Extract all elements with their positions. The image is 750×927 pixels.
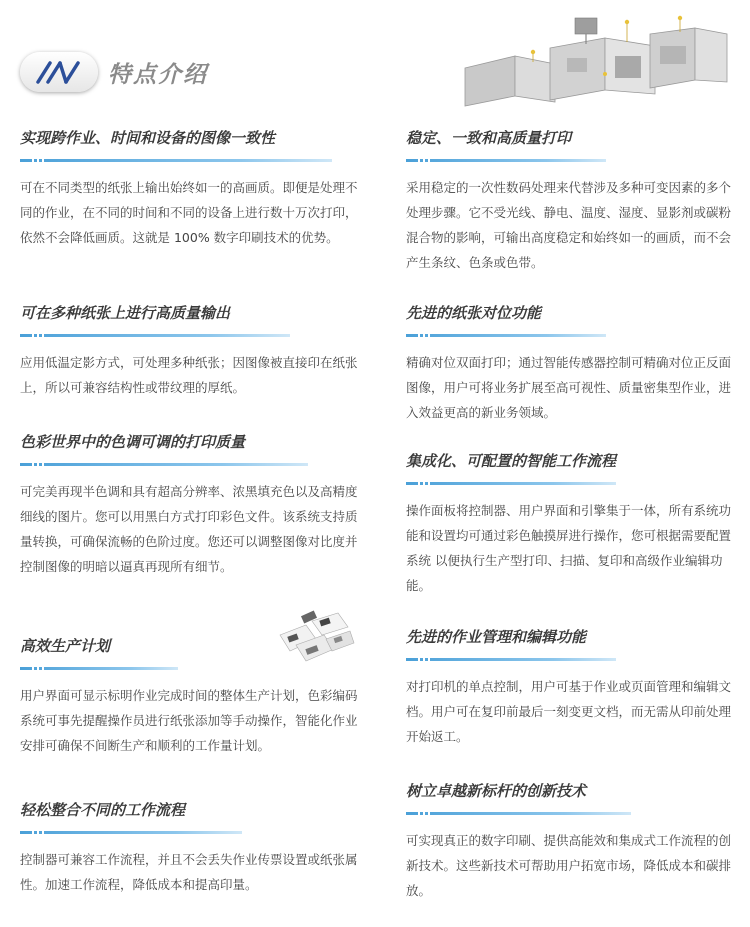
section-title: 先进的作业管理和编辑功能: [406, 628, 587, 646]
section-body: 可完美再现半色调和具有超高分辨率、浓黑填充色以及高精度细线的图片。您可以用黑白方式打印彩色文件。该系统支持质量转换，可确保流畅的色阶过度。您还可以调整图像对比度并控制图像的明暗以逼真再现所有细节。: [20, 484, 358, 574]
print-samples-image: [276, 605, 356, 665]
feature-section-innovation: [406, 781, 736, 903]
section-body: 采用稳定的一次性数码处理来代替涉及多种可变因素的多个处理步骤。它不受光线、静电、温度、湿度、显影剂或碳粉混合物的影响，可输出高度稳定和始终如一的画质，而不会产生条纹、色条或色带。: [406, 180, 732, 270]
section-divider: [20, 463, 308, 466]
section-title: 先进的纸张对位功能: [406, 304, 542, 322]
section-divider: [406, 482, 616, 485]
feature-section-smart-workflow: [406, 451, 736, 598]
feature-section-workflow-integration: [20, 800, 358, 897]
feature-section-paper-registration: [406, 303, 736, 425]
section-title: 稳定、一致和高质量打印: [406, 129, 572, 147]
section-divider: [20, 159, 332, 162]
section-title: 实现跨作业、时间和设备的图像一致性: [20, 129, 276, 147]
section-title: 轻松整合不同的工作流程: [20, 801, 186, 819]
section-divider: [20, 831, 242, 834]
section-body: 操作面板将控制器、用户界面和引擎集于一体，所有系统功能和设置均可通过彩色触摸屏进行操作，您可根据需要配置系统 以便执行生产型打印、扫描、复印和高级作业编辑功能。: [406, 503, 732, 593]
feature-section-job-management: [406, 627, 736, 749]
feature-section-image-consistency: [20, 128, 358, 250]
page-title: 特点介绍: [108, 62, 208, 88]
section-body: 用户界面可显示标明作业完成时间的整体生产计划，色彩编码系统可事先提醒操作员进行纸张添加等手动操作，智能化作业安排可确保不间断生产和顺利的工作量计划。: [20, 688, 358, 753]
section-body: 可实现真正的数字印刷、提供高能效和集成式工作流程的创新技术。这些新技术可帮助用户拓宽市场，降低成本和碳排放。: [406, 833, 732, 898]
section-divider: [406, 658, 616, 661]
section-divider: [20, 667, 178, 670]
feature-section-stable-printing: [406, 128, 736, 275]
section-body: 对打印机的单点控制，用户可基于作业或页面管理和编辑文档。用户可在复印前最后一刻变更文档，而无需从印前处理开始返工。: [406, 679, 732, 744]
section-body: 控制器可兼容工作流程，并且不会丢失作业传票设置或纸张属性。加速工作流程，降低成本和提高印量。: [20, 852, 358, 892]
section-body: 精确对位双面打印；通过智能传感器控制可精确对位正反面图像，用户可将业务扩展至高可视性、质量密集型作业，进入效益更高的新业务领域。: [406, 355, 732, 420]
section-title: 可在多种纸张上进行高质量输出: [20, 304, 231, 322]
section-divider: [406, 812, 631, 815]
section-body: 可在不同类型的纸张上输出始终如一的高画质。即便是处理不同的作业，在不同的时间和不同的设备上进行数十万次打印，依然不会降低画质。这就是 100% 数字印刷技术的优势。: [20, 180, 358, 245]
section-divider: [20, 334, 290, 337]
section-title: 高效生产计划: [20, 637, 111, 655]
section-body: 应用低温定影方式，可处理多种纸张；因图像被直接印在纸张上，所以可兼容结构性或带纹理的厚纸。: [20, 355, 358, 395]
section-title: 色彩世界中的色调可调的打印质量: [20, 433, 246, 451]
brand-logo-icon: [20, 52, 98, 92]
feature-section-color-quality: [20, 432, 358, 579]
brand-logo-badge: [20, 52, 98, 92]
section-title: 集成化、可配置的智能工作流程: [406, 452, 617, 470]
section-divider: [406, 334, 606, 337]
production-press-image: [455, 8, 735, 118]
section-title: 树立卓越新标杆的创新技术: [406, 782, 587, 800]
feature-section-media-output: [20, 303, 358, 400]
section-divider: [406, 159, 606, 162]
